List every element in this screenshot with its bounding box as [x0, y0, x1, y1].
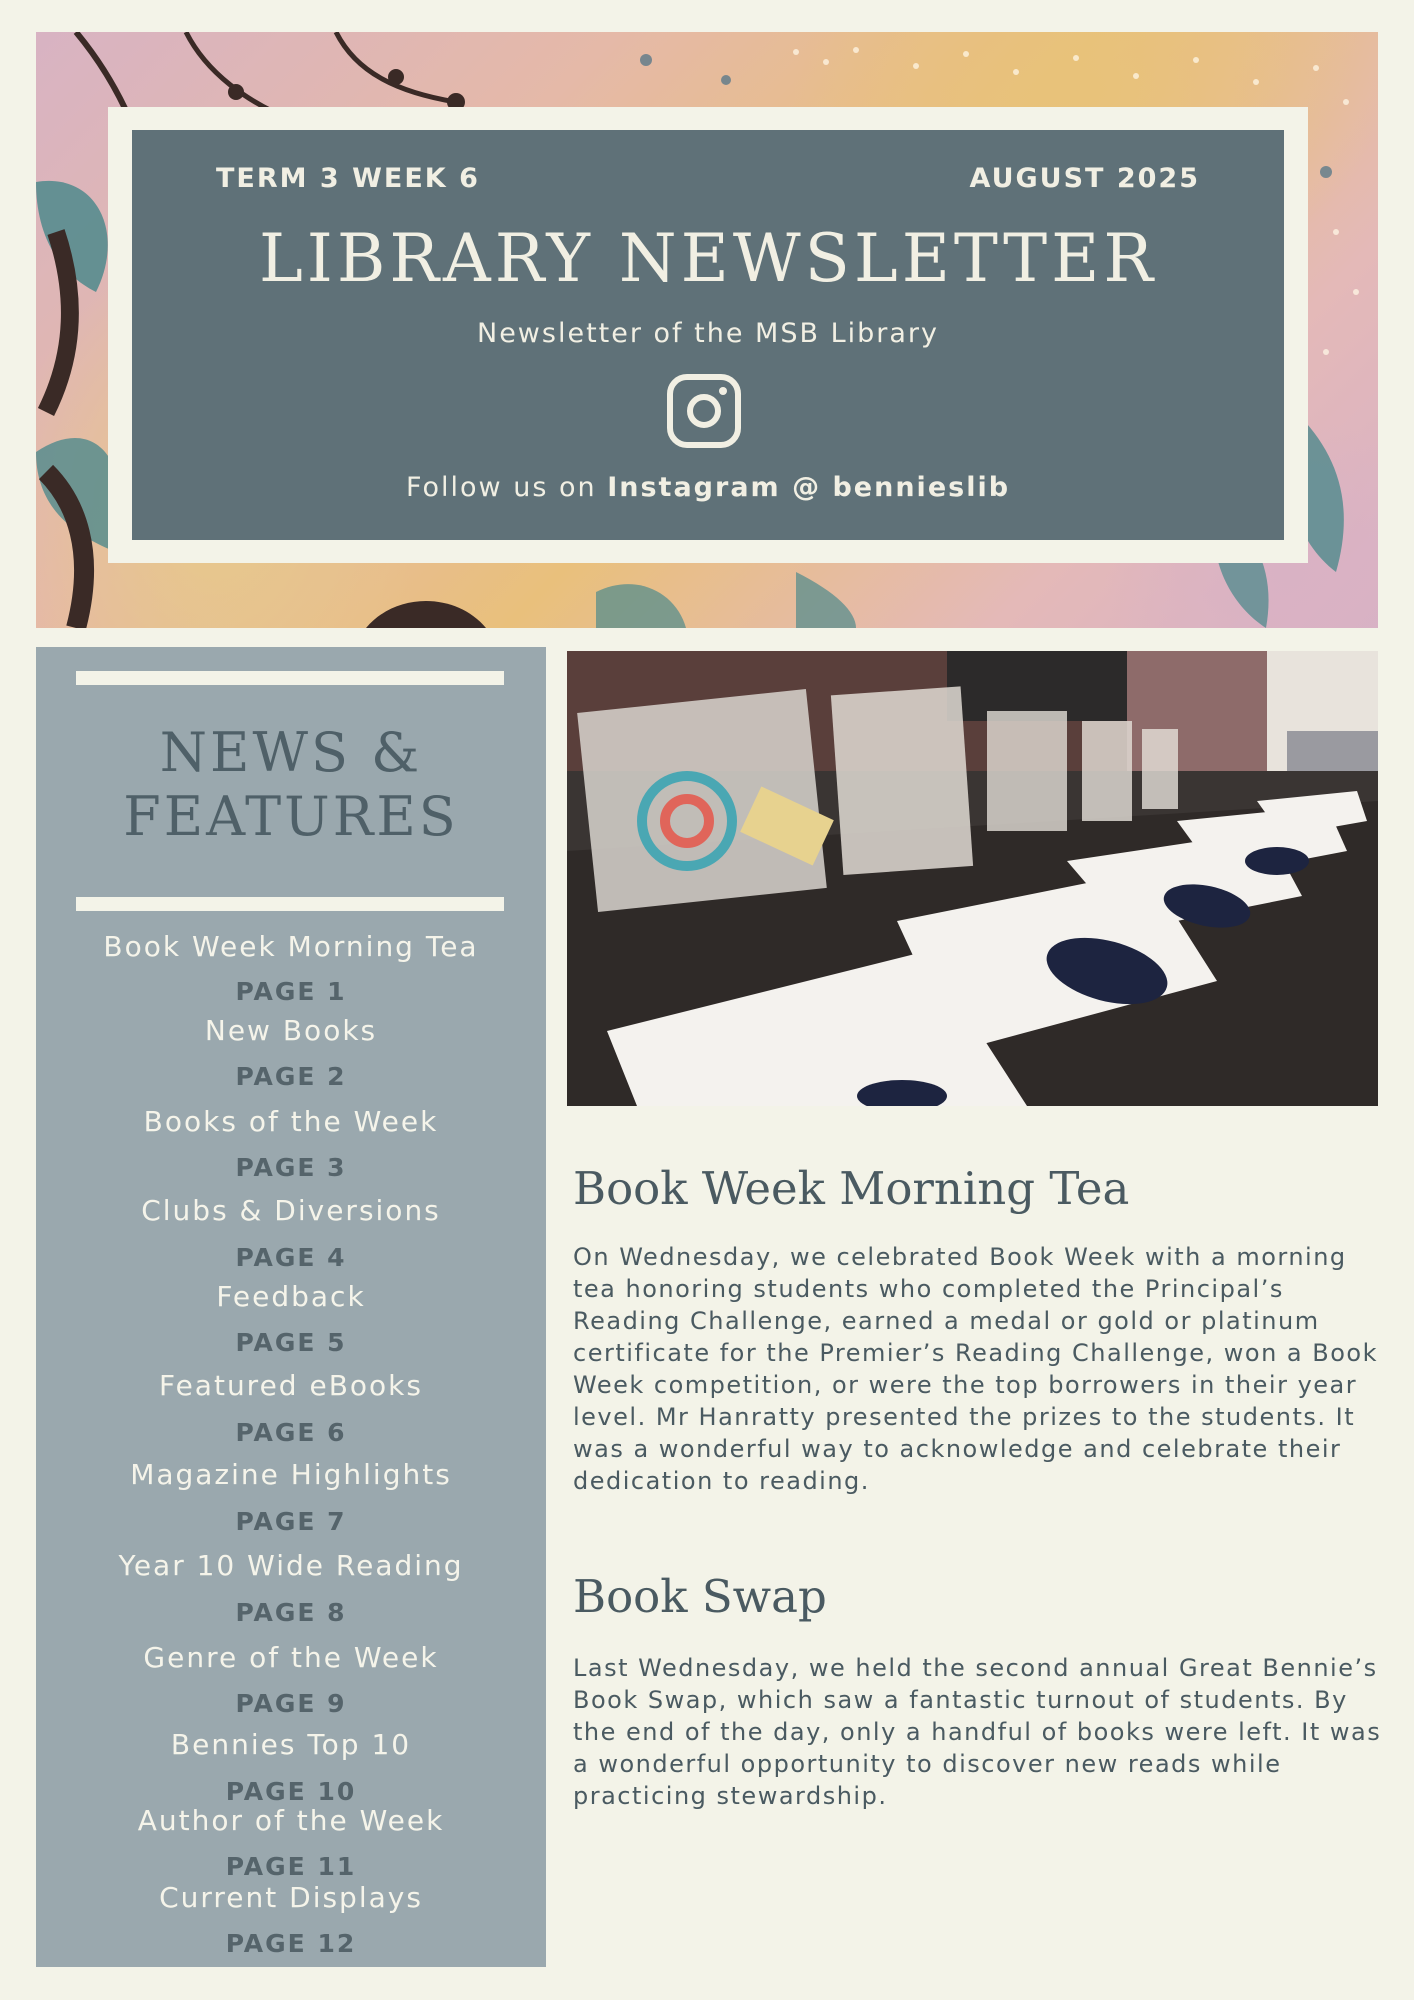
toc-item-label[interactable]: Year 10 Wide Reading [118, 1549, 464, 1582]
toc-item-page: PAGE 6 [235, 1418, 347, 1447]
book-week-prizes-photo [567, 651, 1378, 1106]
article-title: Book Week Morning Tea [573, 1162, 1130, 1215]
toc-item-page: PAGE 9 [235, 1689, 347, 1718]
toc-item-page: PAGE 10 [225, 1777, 357, 1806]
header-panel [132, 130, 1284, 540]
article-title: Book Swap [573, 1570, 827, 1623]
instagram-dot [719, 387, 727, 395]
follow-prefix: Follow us on [405, 472, 597, 503]
news-features-sidebar [36, 647, 546, 1967]
toc-item-label[interactable]: Current Displays [159, 1881, 423, 1914]
sidebar-title-line1: NEWS & [159, 721, 423, 784]
toc-item-page: PAGE 4 [235, 1243, 347, 1272]
page-subtitle: Newsletter of the MSB Library [477, 318, 939, 349]
article-body: Last Wednesday, we held the second annual Great Bennie’s Book Swap, which saw a fantastic turnout of students. By the end of the day, only a handful of books were left. It was a wonderful opportunity to discover new reads while practicing stewardship. [573, 1654, 1382, 1810]
toc-item-label[interactable]: Clubs & Diversions [141, 1194, 441, 1227]
sidebar-bottom-rule [76, 897, 504, 911]
article-body: On Wednesday, we celebrated Book Week with a morning tea honoring students who completed the Principal’s Reading Challenge, earned a medal or gold or platinum certificate for the Premier’s Reading Challenge, won a Book Week competition, or were the top borrowers in their year level. Mr Hanratty presented the prizes to the students. It was a wonderful way to acknowledge and celebrate their dedication to reading. [573, 1243, 1378, 1495]
toc-item-page: PAGE 3 [235, 1153, 347, 1182]
toc-item-page: PAGE 8 [235, 1598, 347, 1627]
date-label: AUGUST 2025 [969, 163, 1200, 194]
toc-item-label[interactable]: Books of the Week [143, 1105, 439, 1138]
sidebar-top-rule [76, 671, 504, 685]
term-label: TERM 3 WEEK 6 [216, 163, 480, 194]
toc-item-page: PAGE 1 [235, 977, 347, 1006]
toc-item-page: PAGE 5 [235, 1328, 347, 1357]
instagram-follow-text [132, 472, 1284, 503]
toc-item-label[interactable]: Feedback [216, 1280, 366, 1313]
toc-item-label[interactable]: Genre of the Week [143, 1641, 439, 1674]
toc-item-label[interactable]: Author of the Week [137, 1804, 445, 1837]
toc-item-page: PAGE 2 [235, 1062, 347, 1091]
toc-item-page: PAGE 12 [225, 1929, 357, 1958]
sidebar-title [36, 721, 546, 849]
page-title: LIBRARY NEWSLETTER [258, 220, 1158, 297]
instagram-icon[interactable] [667, 374, 741, 448]
toc-item-page: PAGE 7 [235, 1507, 347, 1536]
toc-item-label[interactable]: Magazine Highlights [130, 1458, 452, 1491]
instagram-handle-link[interactable]: Instagram @ bennieslib [607, 472, 1011, 503]
toc-item-label[interactable]: Book Week Morning Tea [103, 930, 479, 963]
sidebar-title-line2: FEATURES [123, 785, 459, 848]
header-banner [36, 32, 1378, 628]
toc-item-label[interactable]: New Books [204, 1014, 378, 1047]
toc-item-label[interactable]: Bennies Top 10 [170, 1728, 412, 1761]
toc-item-label[interactable]: Featured eBooks [159, 1369, 423, 1402]
toc-item-page: PAGE 11 [225, 1852, 357, 1881]
photo-illustration [567, 651, 1378, 1106]
instagram-lens [687, 394, 721, 428]
